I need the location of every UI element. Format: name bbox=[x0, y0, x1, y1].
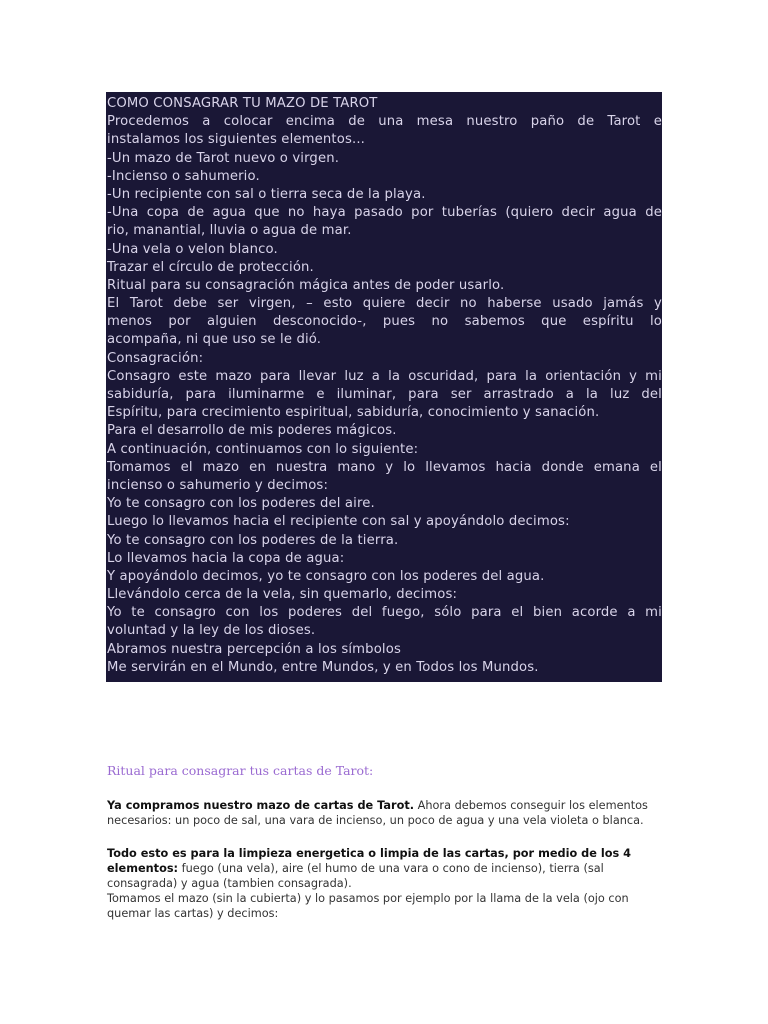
box-line: Y apoyándolo decimos, yo te consagro con los poderes del agua. bbox=[107, 568, 545, 584]
instructions-text: Tomamos el mazo (sin la cubierta) y lo pasamos por ejemplo por la llama de la vela (ojo con quemar las cartas) y decimos: bbox=[107, 892, 629, 920]
intro-paragraph bbox=[107, 798, 667, 828]
box-line: Lo llevamos hacia la copa de agua: bbox=[107, 550, 345, 566]
box-line: Me servirán en el Mundo, entre Mundos, y en Todos los Mundos. bbox=[107, 659, 539, 675]
box-line: Espíritu, para crecimiento espiritual, sabiduría, conocimiento y sanación. bbox=[107, 405, 600, 421]
box-line: sabiduría, para iluminarme e iluminar, para ser arrastrado a la luz del bbox=[107, 387, 662, 402]
elements-paragraph bbox=[107, 846, 667, 921]
box-line: Luego lo llevamos hacia el recipiente con sal y apoyándolo decimos: bbox=[107, 514, 570, 530]
box-line: Consagro este mazo para llevar luz a la oscuridad, para la orientación y mi bbox=[107, 368, 662, 384]
box-line: Abramos nuestra percepción a los símbolos bbox=[107, 641, 401, 657]
box-line: Yo te consagro con los poderes del fuego, sólo para el bien acorde a mi bbox=[107, 605, 662, 621]
section-title: Ritual para consagrar tus cartas de Tarot: bbox=[107, 763, 374, 778]
box-line: -Incienso o sahumerio. bbox=[107, 168, 260, 184]
box-line: instalamos los siguientes elementos... bbox=[107, 132, 366, 148]
ritual-text-box bbox=[106, 92, 662, 682]
box-line: incienso o sahumerio y decimos: bbox=[107, 477, 329, 493]
intro-text: Ahora debemos conseguir los elementos necesarios: un poco de sal, una vara de incienso, un poco de agua y una vela violeta o blanca. bbox=[107, 799, 648, 827]
box-line: -Un mazo de Tarot nuevo o virgen. bbox=[107, 150, 340, 166]
box-line: COMO CONSAGRAR TU MAZO DE TAROT bbox=[107, 96, 378, 111]
box-line: Llevándolo cerca de la vela, sin quemarlo, decimos: bbox=[107, 587, 458, 603]
box-line: Procedemos a colocar encima de una mesa nuestro paño de Tarot e bbox=[107, 114, 662, 130]
box-line: -Una copa de agua que no haya pasado por tuberías (quiero decir agua de bbox=[107, 205, 662, 221]
box-line: El Tarot debe ser virgen, – esto quiere decir no haberse usado jamás y bbox=[107, 296, 662, 312]
intro-bold: Ya compramos nuestro mazo de cartas de Tarot. bbox=[107, 799, 415, 812]
box-line: -Una vela o velon blanco. bbox=[107, 241, 278, 257]
box-line: Yo te consagro con los poderes del aire. bbox=[107, 496, 375, 512]
elements-text: fuego (una vela), aire (el humo de una vara o cono de incienso), tierra (sal consagrada) y agua (tambien consagrada). bbox=[107, 862, 604, 890]
box-line: Ritual para su consagración mágica antes de poder usarlo. bbox=[107, 277, 505, 293]
box-line: Yo te consagro con los poderes de la tierra. bbox=[107, 532, 399, 548]
box-line: Tomamos el mazo en nuestra mano y lo llevamos hacia donde emana el bbox=[107, 459, 662, 475]
box-line: acompaña, ni que uso se le dió. bbox=[107, 332, 322, 348]
box-line: voluntad y la ley de los dioses. bbox=[107, 623, 316, 639]
box-line: rio, manantial, lluvia o agua de mar. bbox=[107, 223, 352, 239]
box-line: Consagración: bbox=[107, 350, 204, 366]
box-line: menos por alguien desconocido-, pues no sabemos que espíritu lo bbox=[107, 314, 662, 330]
box-line: A continuación, continuamos con lo siguiente: bbox=[107, 441, 419, 457]
elements-bold: Todo esto es para la limpieza energetica o limpia de las cartas, por medio de los 4 elementos: bbox=[107, 847, 631, 875]
box-line: -Un recipiente con sal o tierra seca de la playa. bbox=[107, 186, 426, 202]
box-line: Trazar el círculo de protección. bbox=[107, 259, 314, 275]
box-line: Para el desarrollo de mis poderes mágicos. bbox=[107, 423, 397, 439]
